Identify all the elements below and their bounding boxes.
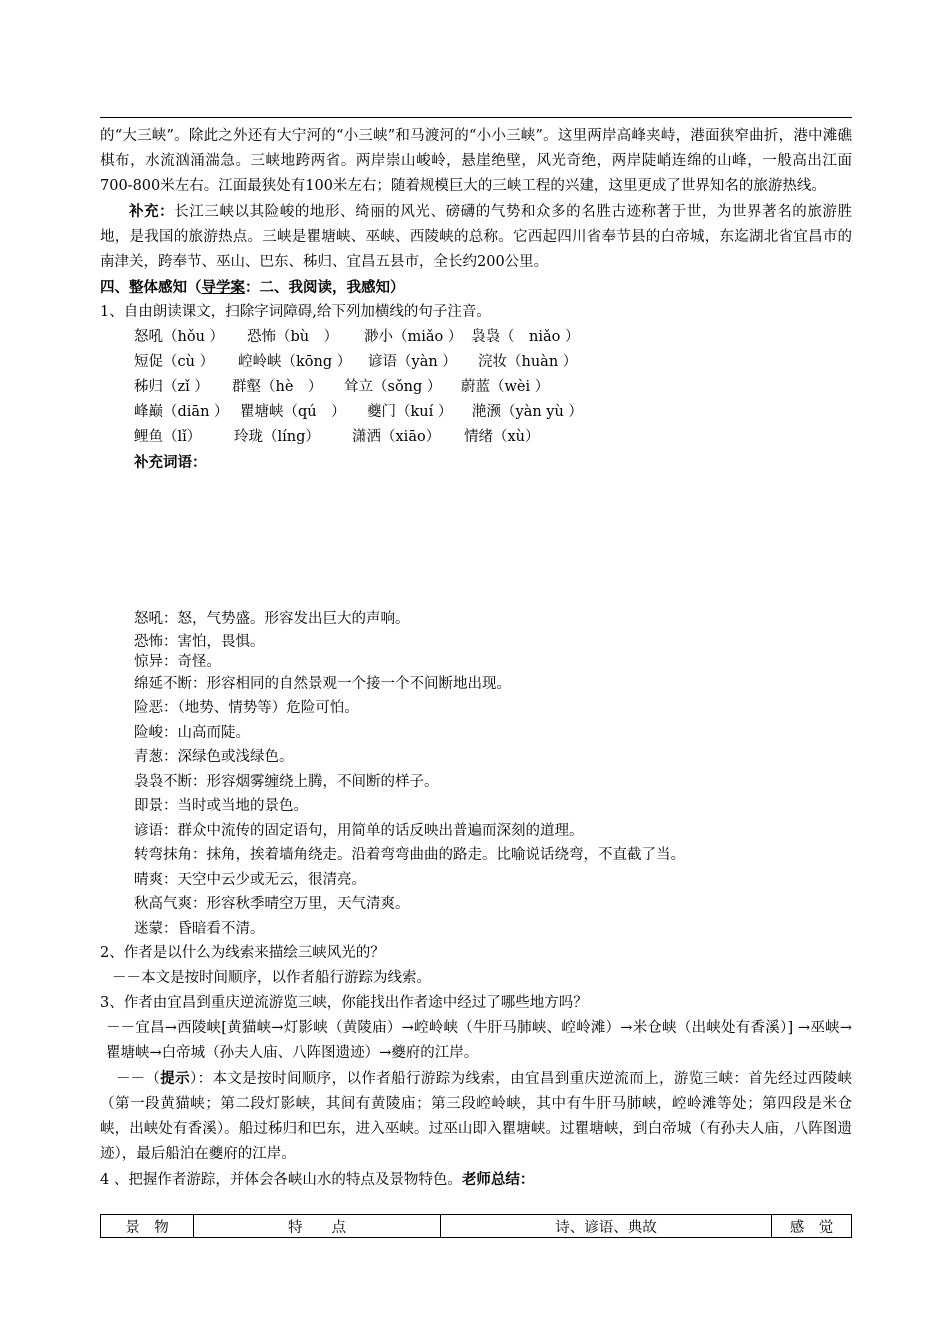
- pinyin-item: 情绪（xù）: [464, 429, 540, 445]
- intro-paragraph: 的“大三峡”。除此之外还有大宁河的“小三峡”和马渡河的“小小三峡”。这里两岸高峰夹峙，港面狭窄曲折，港中滩礁棋布，水流汹涌湍急。三峡地跨两省。两岸崇山峻岭，悬崖绝壁，风光奇绝，两岸陡峭连绵的山峰，一般高出江面700-800米左右。江面最狭处有100米左右；随着规模巨大的三峡工程的兴建，这里更成了世界知名的旅游热线。: [100, 128, 852, 194]
- pinyin-item: 崆岭峡（kōng ）: [238, 354, 352, 370]
- document-body: [100, 124, 852, 1193]
- definition-item: 迷蒙：昏暗看不清。: [134, 920, 265, 937]
- definitions-list: [100, 607, 852, 941]
- table-header-cell: 诗、谚语、典故: [441, 1215, 772, 1238]
- question-1: 1、自由朗读课文，扫除字词障碍,给下列加横线的句子注音。: [100, 304, 491, 320]
- definition-item: 袅袅不断：形容烟雾缠绕上腾，不间断的样子。: [134, 773, 439, 790]
- answer-2: －－本文是按时间顺序，以作者船行游踪为线索。: [112, 970, 431, 986]
- supplement-label: 补充：: [129, 203, 175, 220]
- hint-paragraph: [100, 1066, 852, 1167]
- pinyin-item: 群壑（hè ）: [232, 379, 323, 395]
- pinyin-item: 恐怖（bù ）: [247, 329, 339, 345]
- section-heading: [100, 275, 852, 300]
- definition-item: 秋高气爽：形容秋季晴空万里，天气清爽。: [134, 896, 410, 912]
- pinyin-row: [100, 375, 852, 400]
- table-header-row: [101, 1215, 852, 1238]
- heading-part-c: ：二、我阅读，我感知）: [245, 279, 405, 296]
- definition-item: 险恶：（地势、情势等）危险可怕。: [134, 700, 359, 716]
- question-2: 2、作者是以什么为线索来描绘三峡风光的？: [100, 945, 385, 961]
- definition-item: 即景：当时或当地的景色。: [134, 798, 308, 814]
- supplement-paragraph: [100, 199, 852, 275]
- pinyin-row: [100, 325, 852, 350]
- pinyin-item: 秭归（zǐ ）: [134, 379, 209, 395]
- table-header-cell: 景 物: [101, 1215, 194, 1238]
- definition-item: 惊异：奇怪。: [134, 653, 221, 670]
- heading-part-b: 导学案: [201, 279, 245, 296]
- definition-item: 谚语：群众中流传的固定语句，用简单的话反映出普遍而深刻的道理。: [134, 822, 584, 839]
- pinyin-item: 玲珑（líng）: [234, 429, 320, 445]
- pinyin-item: 蔚蓝（wèi ）: [461, 379, 550, 395]
- pinyin-item: 怒吼（hǒu ）: [134, 329, 225, 345]
- teacher-summary-label: 老师总结：: [461, 1171, 535, 1188]
- pinyin-item: 耸立（sǒng ）: [344, 379, 442, 395]
- pinyin-item: 滟滪（yàn yù ）: [472, 404, 583, 420]
- hint-text: ）：本文是按时间顺序，以作者船行游踪为线索，由宜昌到重庆逆流而上，游览三峡：首先经过西陵峡（第一段黄猫峡；第二段灯影峡，其间有黄陵庙；第三段崆岭峡，其中有牛肝马肺峡，崆岭滩等处；第四段是米仓峡，出峡处有香溪）。船过秭归和巴东，进入巫峡。过巫山即入瞿塘峡。过瞿塘峡，到白帝城（有孙夫人庙，八阵图遗迹），最后船泊在夔府的江岸。: [100, 1071, 853, 1162]
- pinyin-item: 潇洒（xiāo）: [352, 429, 441, 445]
- definition-item: 险峻：山高而陡。: [134, 724, 250, 741]
- pinyin-item: 渺小（miǎo ）: [364, 329, 463, 345]
- pinyin-item: 鲤鱼（lǐ）: [134, 429, 202, 445]
- pinyin-row: [100, 425, 852, 450]
- supplement-text: 长江三峡以其险峻的地形、绮丽的风光、磅礴的气势和众多的名胜古迹称著于世，为世界著名的旅游胜地，是我国的旅游热点。三峡是瞿塘峡、巫峡、西陵峡的总称。它西起四川省奉节县的白帝城，东迄湖北省宜昌市的南津关，跨奉节、巫山、巴东、秭归、宜昌五县市，全长约200公里。: [100, 204, 853, 270]
- pinyin-item: 峰巅（diān ）: [134, 404, 229, 420]
- question-4: [100, 1167, 852, 1193]
- question-4-text: 4 、把握作者游踪，并体会各峡山水的特点及景物特色。: [100, 1172, 462, 1188]
- hint-prefix: －－（: [116, 1071, 161, 1087]
- pinyin-item: 夔门（kuí ）: [367, 404, 453, 420]
- pinyin-list: [100, 325, 852, 450]
- pinyin-row: [100, 400, 852, 425]
- heading-part-a: 四、整体感知（: [100, 279, 202, 296]
- definition-item: 绵延不断：形容相同的自然景观一个接一个不间断地出现。: [134, 675, 511, 692]
- question-3: 3、作者由宜昌到重庆逆流游览三峡，你能找出作者途中经过了哪些地方吗？: [100, 995, 588, 1011]
- table-header-cell: 感 觉: [772, 1215, 852, 1238]
- definition-item: 转弯抹角：抹角，挨着墙角绕走。沿着弯弯曲曲的路走。比喻说话绕弯，不直截了当。: [134, 847, 685, 863]
- pinyin-row: [100, 350, 852, 375]
- pinyin-item: 浣妆（huàn ）: [478, 354, 578, 370]
- pinyin-item: 短促（cù ）: [134, 354, 215, 370]
- summary-table: [100, 1214, 852, 1238]
- answer-3: －－宜昌→西陵峡[黄猫峡→灯影峡（黄陵庙）→崆岭峡（牛肝马肺峡、崆岭滩）→米仓峡（出峡处有香溪）] →巫峡→瞿塘峡→白帝城（孙夫人庙、八阵图遗迹）→夔府的江岸。: [106, 1020, 852, 1061]
- blank-space: [100, 475, 852, 607]
- hint-label: 提示: [160, 1070, 191, 1087]
- definition-item: 晴爽：天空中云少或无云，很清亮。: [134, 871, 366, 888]
- definition-item: 青葱：深绿色或浅绿色。: [134, 749, 294, 765]
- supplement-words-label: 补充词语：: [134, 454, 207, 471]
- pinyin-item: 瞿塘峡（qú ）: [240, 404, 346, 420]
- definition-item: 恐怖：害怕，畏惧。: [134, 633, 265, 650]
- pinyin-item: 谚语（yàn ）: [368, 354, 457, 370]
- definition-item: 怒吼：怒，气势盛。形容发出巨大的声响。: [134, 611, 410, 627]
- pinyin-item: 袅袅（ niǎo ）: [471, 329, 580, 345]
- header-rule: [100, 117, 852, 118]
- table-header-cell: 特 点: [194, 1215, 441, 1238]
